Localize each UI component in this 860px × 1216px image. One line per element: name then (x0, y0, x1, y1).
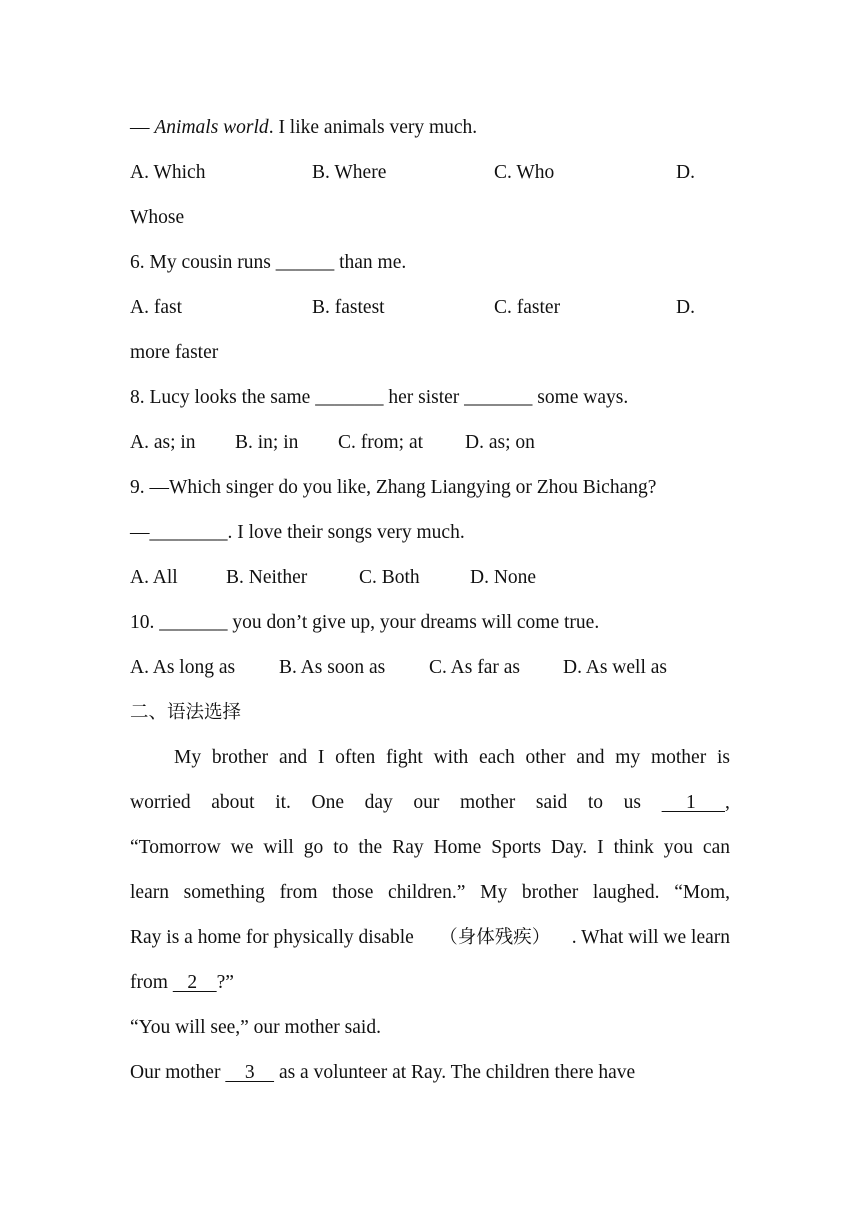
q5-option-c[interactable]: C. Who (494, 162, 555, 183)
q10-option-c[interactable]: C. As far as (429, 657, 520, 678)
q5-option-d[interactable]: D. (676, 162, 695, 183)
passage-word: us (623, 792, 642, 813)
passage-line-5-b: . What will we learn (571, 927, 730, 948)
q8-option-c[interactable]: C. from; at (338, 432, 424, 453)
passage-word: to (587, 792, 604, 813)
q9-answer: —________. I love their songs very much. (130, 522, 465, 543)
passage-word: it. (275, 792, 291, 813)
q10-option-b[interactable]: B. As soon as (279, 657, 386, 678)
q5-option-d-text: Whose (130, 207, 185, 228)
passage-word: One (311, 792, 345, 813)
passage-line-6-b: ?” (216, 972, 234, 993)
q9-option-b[interactable]: B. Neither (226, 567, 308, 588)
q9-option-a[interactable]: A. All (130, 567, 178, 588)
passage-line-8-a: Our mother (130, 1062, 226, 1083)
passage-line-5 (130, 926, 730, 950)
passage-line-1-text: My brother and I often fight with each other and my mother is (174, 747, 730, 768)
passage-punct: , (725, 792, 730, 813)
q10-option-a[interactable]: A. As long as (130, 657, 236, 678)
passage-line-7: “You will see,” our mother said. (130, 1017, 381, 1038)
passage-line-4-text: learn something from those children.” My brother laughed. “Mom, (130, 882, 730, 903)
passage-gloss: （身体残疾） (439, 927, 551, 948)
q9-stem: 9. —Which singer do you like, Zhang Liangying or Zhou Bichang? (130, 477, 657, 498)
passage-word: mother (460, 792, 516, 813)
q8-stem: 8. Lucy looks the same _______ her sister _______ some ways. (130, 387, 629, 408)
q5-option-a[interactable]: A. Which (130, 162, 206, 183)
q8-option-d[interactable]: D. as; on (465, 432, 535, 453)
passage-line-5-a: Ray is a home for physically disable (130, 927, 414, 948)
q5-option-b[interactable]: B. Where (312, 162, 387, 183)
q8-option-b[interactable]: B. in; in (235, 432, 299, 453)
q9-option-d[interactable]: D. None (470, 567, 537, 588)
q10-stem: 10. _______ you don’t give up, your dreams will come true. (130, 612, 600, 633)
passage-line-8 (130, 1061, 635, 1085)
passage-word: worried (130, 792, 191, 813)
q6-option-b[interactable]: B. fastest (312, 297, 385, 318)
passage-word: our (413, 792, 440, 813)
passage-line-6-a: from (130, 972, 173, 993)
q5-answer-prefix: — (130, 117, 155, 138)
passage-word: said (535, 792, 568, 813)
q9-option-c[interactable]: C. Both (359, 567, 420, 588)
q6-option-a[interactable]: A. fast (130, 297, 182, 318)
q10-option-d[interactable]: D. As well as (563, 657, 667, 678)
passage-word: day (364, 792, 393, 813)
q5-answer-line (130, 116, 477, 140)
passage-line-3 (130, 836, 730, 860)
q6-option-c[interactable]: C. faster (494, 297, 561, 318)
q6-option-d[interactable]: D. (676, 297, 695, 318)
passage-line-2 (130, 791, 730, 815)
blank-2[interactable]: 2 (172, 972, 217, 993)
q8-option-a[interactable]: A. as; in (130, 432, 196, 453)
passage-line-3-text: “Tomorrow we will go to the Ray Home Sports Day. I think you can (130, 837, 730, 858)
q6-stem: 6. My cousin runs ______ than me. (130, 252, 407, 273)
q5-answer-title: Animals world (154, 117, 269, 138)
section-heading: 二、语法选择 (130, 702, 242, 723)
q5-answer-rest: . I like animals very much. (268, 117, 478, 138)
passage-word: about (211, 792, 255, 813)
blank-3[interactable]: 3 (225, 1062, 275, 1083)
passage-line-8-b: as a volunteer at Ray. The children there have (274, 1062, 636, 1083)
passage-line-6 (130, 971, 234, 995)
passage-line-1 (174, 746, 730, 770)
q6-option-d-text: more faster (130, 342, 219, 363)
passage-line-4 (130, 881, 730, 905)
blank-1[interactable]: 1 (661, 792, 725, 813)
